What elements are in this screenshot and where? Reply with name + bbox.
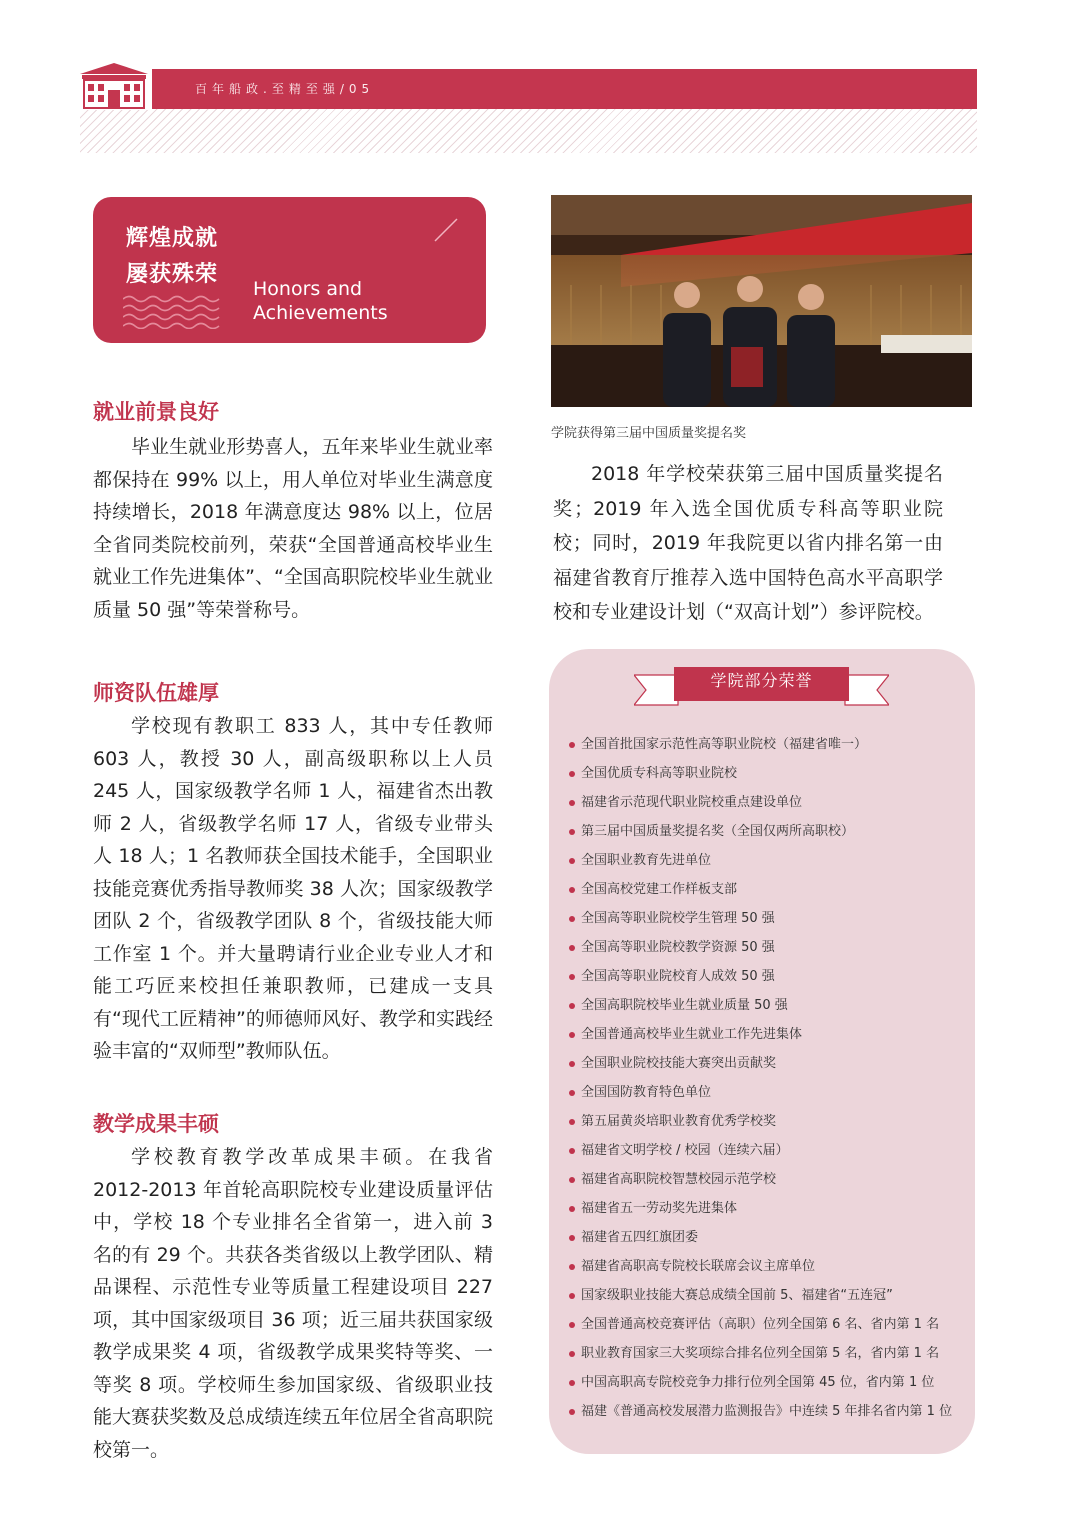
honor-item: 第五届黄炎培职业教育优秀学校奖 xyxy=(569,1112,952,1141)
honor-item: 全国高等职业院校学生管理 50 强 xyxy=(569,909,952,938)
building-icon xyxy=(76,60,152,110)
quality-award-paragraph: 2018 年学校荣获第三届中国质量奖提名奖；2019 年入选全国优质专科高等职业院校；同时，2019 年我院更以省内排名第一由福建省教育厅推荐入选中国特色高水平高职学校和专业建设计划（“双高计划”）参评院校。 xyxy=(553,463,943,623)
section-body-faculty: 学校现有教职工 833 人，其中专任教师 603 人，教授 30 人，副高级职称以上人员 245 人，国家级教学名师 1 人，福建省杰出教师 2 人，省级教学名师 17 人，省级专业带头人 18 人；1 名教师获全国技术能手，全国职业技能竞赛优秀指导教师奖 38 人次；国家级教学团队 2 个，省级教学团队 8 个，省级技能大师工作室 1 个。并大量聘请行业企业专业人才和能工巧匠来校担任兼职教师，已建成一支具有“现代工匠精神”的师德师风好、教学和实践经验丰富的“双师型”教师队伍。 xyxy=(93,715,493,1062)
wave-decoration-icon xyxy=(123,295,223,329)
honor-item: 全国优质专科高等职业院校 xyxy=(569,764,952,793)
honor-item: 福建省五四红旗团委 xyxy=(569,1228,952,1257)
section-title-teaching: 教学成果丰硕 xyxy=(93,1112,219,1136)
banner-title-line1: 辉煌成就 xyxy=(126,226,219,251)
honor-item: 福建省文明学校 / 校园（连续六届） xyxy=(569,1141,952,1170)
honor-item: 中国高职高专院校竞争力排行位列全国第 45 位，省内第 1 位 xyxy=(569,1373,952,1402)
honor-item: 福建省示范现代职业院校重点建设单位 xyxy=(569,793,952,822)
honor-item: 全国国防教育特色单位 xyxy=(569,1083,952,1112)
running-title: 百年船政.至精至强/05 xyxy=(195,82,375,96)
honor-item: 职业教育国家三大奖项综合排名位列全国第 5 名，省内第 1 名 xyxy=(569,1344,952,1373)
honor-item: 国家级职业技能大赛总成绩全国前 5、福建省“五连冠” xyxy=(569,1286,952,1315)
banner-title-line2: 屡获殊荣 xyxy=(126,262,219,287)
section-title-employment: 就业前景良好 xyxy=(93,400,219,424)
slash-decoration-icon xyxy=(433,217,459,243)
banner-en-line2: Achievements xyxy=(253,302,388,324)
section-body-teaching: 学校教育教学改革成果丰硕。在我省 2012-2013 年首轮高职院校专业建设质量评估中，学校 18 个专业排名全省第一，进入前 3 名的有 29 个。共获各类省级以上教学团队、精品课程、示范性专业等质量工程建设项目 227 项，其中国家级项目 36 项；近三届共获国家级教学成果奖 4 项，省级教学成果奖特等奖、一等奖 8 项。学校师生参加国家级、省级职业技能大赛获奖数及总成绩连续五年位居全省高职院校第一。 xyxy=(93,1146,493,1461)
banner-en-line1: Honors and xyxy=(253,278,363,300)
honor-item: 全国高校党建工作样板支部 xyxy=(569,880,952,909)
honor-item: 全国职业院校技能大赛突出贡献奖 xyxy=(569,1054,952,1083)
honor-item: 全国高等职业院校教学资源 50 强 xyxy=(569,938,952,967)
honors-list xyxy=(569,735,952,1431)
honor-item: 全国普通高校毕业生就业工作先进集体 xyxy=(569,1025,952,1054)
honor-item: 全国职业教育先进单位 xyxy=(569,851,952,880)
photo-caption: 学院获得第三届中国质量奖提名奖 xyxy=(551,426,747,441)
honor-item: 福建省高职高专院校长联席会议主席单位 xyxy=(569,1257,952,1286)
award-photo xyxy=(551,195,972,407)
section-body-employment: 毕业生就业形势喜人，五年来毕业生就业率都保持在 99% 以上，用人单位对毕业生满意度持续增长，2018 年满意度达 98% 以上，位居全省同类院校前列，荣获“全国普通高校毕业生就业工作先进集体”、“全国高职院校毕业生就业质量 50 强”等荣誉称号。 xyxy=(93,436,493,621)
honors-panel xyxy=(549,649,975,1454)
award-photo-illustration xyxy=(551,195,972,407)
honor-item: 第三届中国质量奖提名奖（全国仅两所高职校） xyxy=(569,822,952,851)
section-title-faculty: 师资队伍雄厚 xyxy=(93,681,219,705)
honor-item: 福建省高职院校智慧校园示范学校 xyxy=(569,1170,952,1199)
honor-item: 全国高等职业院校育人成效 50 强 xyxy=(569,967,952,996)
honor-item: 福建《普通高校发展潜力监测报告》中连续 5 年排名省内第 1 位 xyxy=(569,1402,952,1431)
honors-title: 学院部分荣誉 xyxy=(710,671,813,690)
honor-item: 全国普通高校竞赛评估（高职）位列全国第 6 名、省内第 1 名 xyxy=(569,1315,952,1344)
header-hatch-pattern xyxy=(80,109,977,153)
section-banner xyxy=(93,197,486,343)
honor-item: 全国高职院校毕业生就业质量 50 强 xyxy=(569,996,952,1025)
honor-item: 全国首批国家示范性高等职业院校（福建省唯一） xyxy=(569,735,952,764)
honor-item: 福建省五一劳动奖先进集体 xyxy=(569,1199,952,1228)
